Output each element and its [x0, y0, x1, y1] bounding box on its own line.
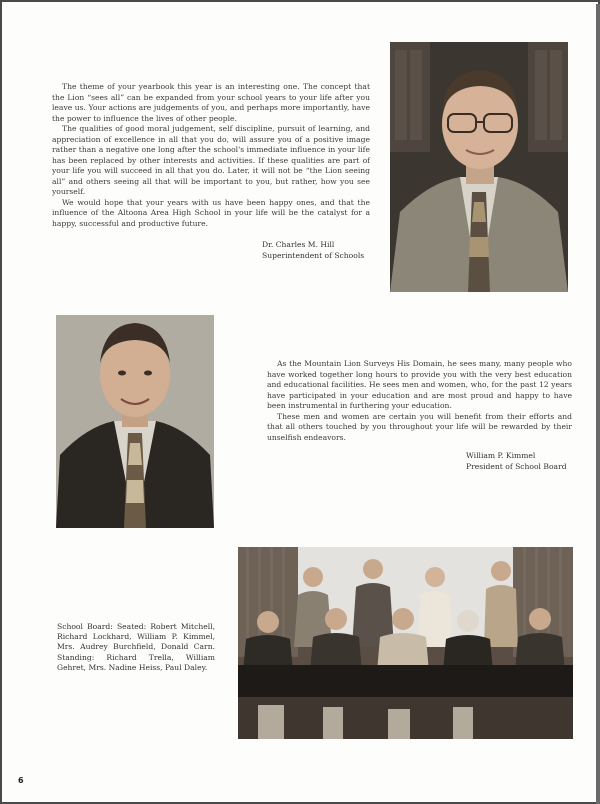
superintendent-title: Superintendent of Schools [262, 250, 365, 260]
president-paragraph-1: As the Mountain Lion Surveys His Domain, he sees many, many people who have worked together long hours to provide you with the very best education and educational facilities. He sees men and women, who, for the past 12 years have participated in your education and are most proud and happy to have been instrumental in furthering your education. [267, 359, 572, 410]
superintendent-signature [262, 240, 364, 261]
superintendent-paragraph-3: We would hope that your years with us have been happy ones, and that the influence of the Altoona Area High School in your life will be the catalyst for a happy, successful and productive future. [52, 197, 370, 228]
president-title: President of School Board [466, 461, 567, 471]
page-number: 6 [18, 776, 24, 785]
superintendent-message [52, 82, 370, 229]
school-board-caption: School Board: Seated: Robert Mitchell, Richard Lockhard, William P. Kimmel, Mrs. Audrey Burchfield, Donald Carn. Standing: Richard Trella, William Gehret, Mrs. Nadine Heiss, Paul Daley. [57, 622, 215, 672]
president-paragraph-2: These men and women are certain you will benefit from their efforts and that all others touched by you throughout your life will be rewarded by their unselfish endeavors. [267, 411, 572, 442]
president-message [267, 359, 572, 443]
president-photo [56, 315, 214, 528]
president-signature [466, 451, 567, 472]
president-name: William P. Kimmel [466, 451, 536, 460]
superintendent-paragraph-1: The theme of your yearbook this year is an interesting one. The concept that the Lion “sees all” can be expanded from your school years to your life after you leave us. Your actions are judgements of you, and perhaps more importantly, have the power to influence the lives of other people. [52, 82, 370, 123]
superintendent-photo [390, 42, 568, 292]
superintendent-name: Dr. Charles M. Hill [262, 240, 335, 249]
school-board-photo [238, 547, 573, 739]
superintendent-paragraph-2: The qualities of good moral judgement, self discipline, pursuit of learning, and appreciation of excellence in all that you do, will assure you of a positive image rather than a negative one long after the school's immediate influence in your life has been replaced by other interests and activities. If these qualities are part of your life you will succeed in all that you do. Later, it will not be “the Lion seeing all” and others seeing all that will be important to you, but rather, how you see yourself. [52, 124, 370, 196]
